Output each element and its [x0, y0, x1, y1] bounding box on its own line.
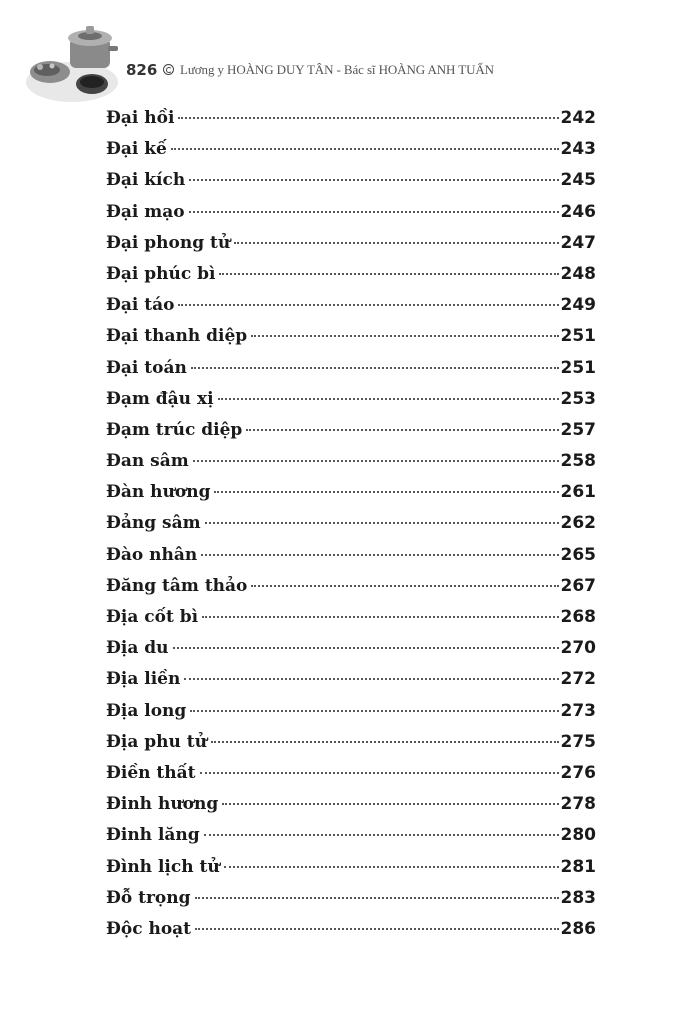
index-entry: [106, 202, 596, 233]
index-entry-term: Đạm đậu xị: [106, 388, 214, 409]
dot-leader: [195, 928, 558, 930]
index-entry-page: 286: [560, 918, 596, 939]
index-entry-term: Đạm trúc diệp: [106, 419, 243, 440]
dot-leader: [224, 866, 559, 868]
page-header: [0, 0, 680, 110]
index-entry-term: Đàn hương: [106, 482, 211, 503]
dot-leader: [205, 522, 559, 524]
dot-leader: [171, 148, 559, 150]
index-entry-term: Đỗ trọng: [106, 887, 191, 908]
index-entry-page: 273: [560, 700, 596, 721]
index-entry-term: Địa phu tử: [106, 731, 207, 752]
index-entry-page: 270: [560, 638, 596, 659]
index-entry: [106, 888, 596, 919]
index-entry-term: Đại mạo: [106, 201, 185, 222]
dot-leader: [184, 678, 558, 680]
index-entry: [106, 607, 596, 638]
index-entry: [106, 732, 596, 763]
dot-leader: [251, 335, 558, 337]
index-entry-term: Đại toán: [106, 357, 187, 378]
index-entry: [106, 295, 596, 326]
dot-leader: [189, 211, 559, 213]
index-entry-page: 276: [560, 762, 596, 783]
index-entry-page: 257: [560, 419, 596, 440]
index-entry-term: Đại kế: [106, 139, 167, 160]
index-entry: [106, 358, 596, 389]
index-entry-page: 272: [560, 669, 596, 690]
dot-leader: [251, 585, 558, 587]
index-entry: [106, 857, 596, 888]
index-entry-term: Địa du: [106, 638, 169, 659]
page-number: 826: [126, 61, 158, 79]
index-entry-page: 268: [560, 607, 596, 627]
index-entry-term: Điền thất: [106, 762, 196, 783]
dot-leader: [178, 304, 558, 306]
dot-leader: [202, 616, 558, 618]
index-entry-term: Đại táo: [106, 295, 175, 316]
index-entry-term: Đại kích: [106, 170, 186, 191]
index-entry-page: 249: [560, 295, 596, 316]
index-entry-page: 242: [560, 108, 596, 128]
index-entry: [106, 701, 596, 732]
index-entry-term: Địa cốt bì: [106, 607, 199, 627]
dot-leader: [234, 242, 558, 244]
index-entry: [106, 919, 596, 950]
index-entry: [106, 763, 596, 794]
index-entry-page: 258: [560, 451, 596, 472]
index-entry-term: Đăng tâm thảo: [106, 575, 248, 596]
index-entry-term: Địa liền: [106, 669, 181, 690]
index-entry: [106, 451, 596, 482]
index-entry: [106, 326, 596, 357]
index-entry: [106, 513, 596, 544]
index-entry: [106, 389, 596, 420]
index-entry-term: Đại phong tử: [106, 232, 231, 253]
index-list: [106, 108, 596, 950]
index-entry-page: 278: [560, 794, 596, 815]
dot-leader: [189, 179, 558, 181]
dot-leader: [218, 398, 559, 400]
index-entry-term: Đào nhân: [106, 544, 198, 565]
dot-leader: [195, 897, 559, 899]
index-entry-page: 253: [560, 388, 596, 409]
dot-leader: [222, 803, 558, 805]
index-entry: [106, 233, 596, 264]
dot-leader: [246, 429, 558, 431]
index-entry-page: 283: [560, 887, 596, 908]
copyright-icon: [163, 64, 174, 75]
dot-leader: [214, 491, 558, 493]
index-entry-term: Đinh lăng: [106, 825, 200, 846]
dot-leader: [200, 772, 559, 774]
index-entry-page: 246: [560, 201, 596, 222]
index-entry-page: 281: [560, 856, 596, 877]
index-entry-page: 261: [560, 482, 596, 503]
index-entry-term: Đảng sâm: [106, 513, 201, 534]
index-entry: [106, 139, 596, 170]
index-entry-page: 275: [560, 731, 596, 752]
index-entry-page: 248: [560, 263, 596, 284]
index-entry-term: Đình lịch tử: [106, 856, 220, 877]
dot-leader: [178, 117, 558, 119]
index-entry-page: 265: [560, 544, 596, 565]
dot-leader: [173, 647, 559, 649]
index-entry: [106, 669, 596, 700]
index-entry-page: 262: [560, 513, 596, 534]
index-entry: [106, 794, 596, 825]
index-entry: [106, 576, 596, 607]
running-head: Lương y HOÀNG DUY TÂN - Bác sĩ HOÀNG ANH TUẤN: [180, 62, 494, 77]
index-entry: [106, 638, 596, 669]
dot-leader: [204, 834, 559, 836]
index-entry-page: 280: [560, 825, 596, 846]
index-entry-term: Địa long: [106, 700, 187, 721]
index-entry: [106, 170, 596, 201]
index-entry-term: Đại phúc bì: [106, 263, 216, 284]
index-entry: [106, 264, 596, 295]
index-entry-page: 267: [560, 575, 596, 596]
dot-leader: [191, 367, 559, 369]
index-entry: [106, 825, 596, 856]
index-entry-page: 251: [560, 357, 596, 378]
index-entry-term: Đại hồi: [106, 108, 175, 128]
dot-leader: [193, 460, 559, 462]
index-entry-page: 245: [560, 170, 596, 191]
index-entry: [106, 108, 596, 139]
index-entry-page: 243: [560, 139, 596, 160]
index-entry-term: Độc hoạt: [106, 918, 192, 939]
index-entry: [106, 545, 596, 576]
dot-leader: [190, 710, 558, 712]
index-entry: [106, 482, 596, 513]
dot-leader: [211, 741, 559, 743]
herbal-medicine-pot-icon: [22, 20, 122, 104]
index-entry: [106, 420, 596, 451]
dot-leader: [219, 273, 558, 275]
index-entry-term: Đinh hương: [106, 794, 219, 815]
index-entry-term: Đại thanh diệp: [106, 326, 248, 347]
index-entry-term: Đan sâm: [106, 451, 189, 472]
dot-leader: [201, 554, 558, 556]
index-entry-page: 251: [560, 326, 596, 347]
index-entry-page: 247: [560, 232, 596, 253]
